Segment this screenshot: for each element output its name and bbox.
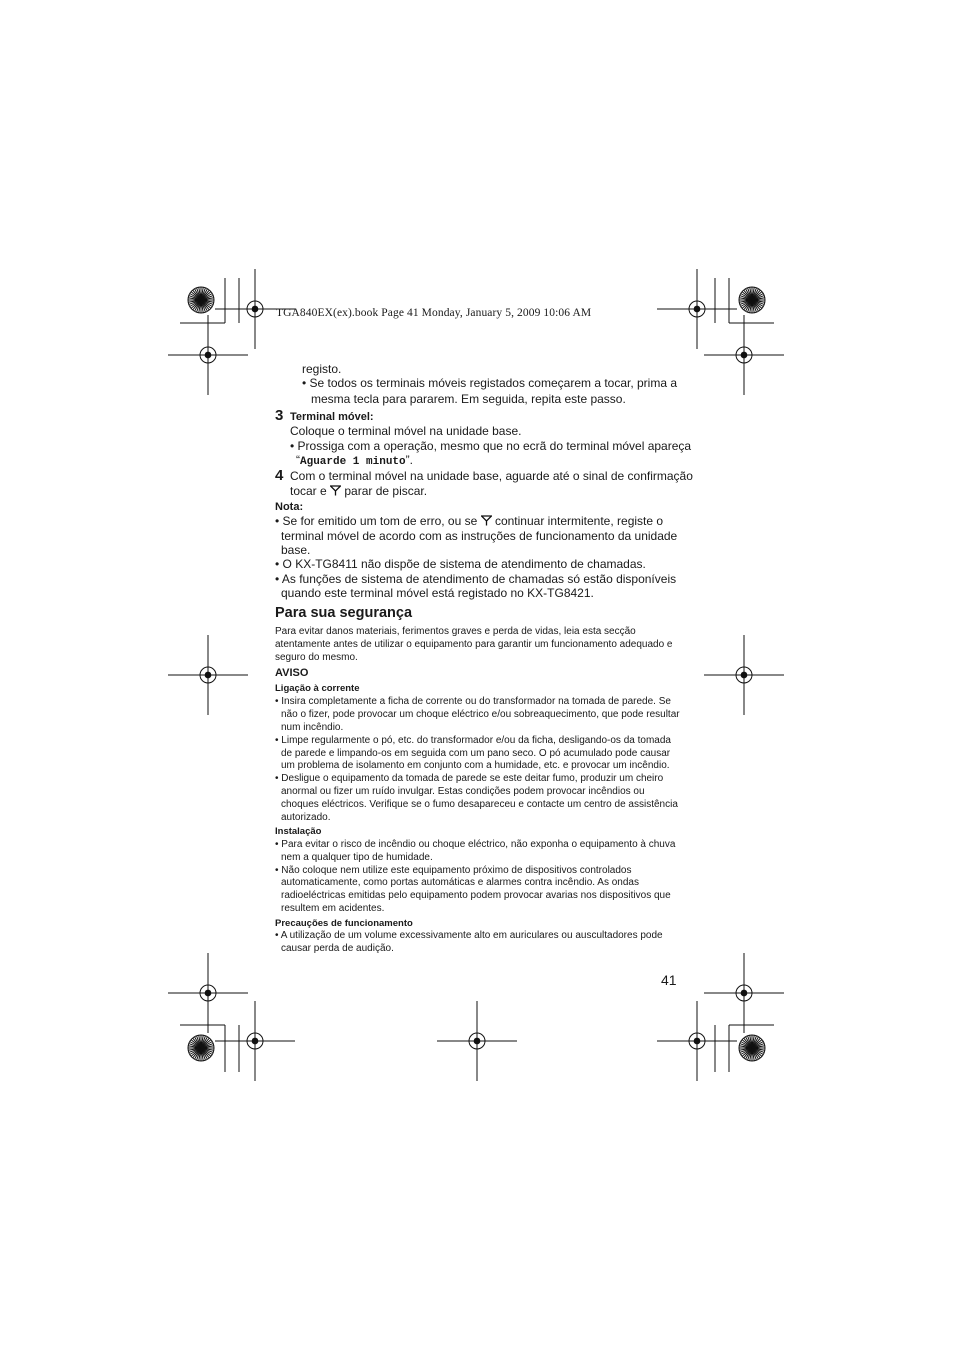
- antenna-icon: [481, 515, 492, 526]
- install-bullet-cont: automaticamente, como portas automáticas e alarmes contra incêndio. As ondas: [281, 877, 639, 888]
- power-bullet-cont: não o fizer, pode provocar um choque eléctrico e/ou sobreaquecimento, que pode resultar: [281, 709, 680, 720]
- continuation-bullet: • Se todos os terminais móveis registados começarem a tocar, prima a: [302, 376, 678, 390]
- install-bullet: • Não coloque nem utilize este equipamento próximo de dispositivos controlados: [275, 865, 632, 876]
- operation-bullet: • A utilização de um volume excessivamente alto em auriculares ou auscultadores pode: [275, 930, 663, 941]
- step-3-bullet-cont: “Aguarde 1 minuto”.: [296, 453, 413, 468]
- continuation-text: registo.: [302, 362, 342, 376]
- safety-intro: seguro do mesmo.: [275, 652, 358, 663]
- power-bullet-cont: anormal ou fizer um ruído invulgar. Estas condições podem provocar incêndios ou: [281, 786, 645, 797]
- step-number-3: 3: [275, 407, 284, 424]
- step-3-bullet: • Prossiga com a operação, mesmo que no ecrã do terminal móvel apareça: [290, 439, 692, 453]
- file-info-header: TGA840EX(ex).book Page 41 Monday, January 5, 2009 10:06 AM: [276, 307, 592, 319]
- note-title: Nota:: [275, 501, 304, 513]
- note-bullet-3: • As funções de sistema de atendimento de chamadas só estão disponíveis: [275, 572, 677, 586]
- section-title: Para sua segurança: [275, 605, 413, 621]
- power-bullet-cont: num incêndio.: [281, 722, 344, 733]
- note-bullet-1: • Se for emitido um tom de erro, ou se continuar intermitente, registe o: [275, 514, 664, 528]
- operation-bullet-cont: causar perda de audição.: [281, 943, 394, 954]
- warning-heading: AVISO: [275, 667, 309, 679]
- power-bullet-cont: um problema de isolamento em conjunto com a humidade, etc. e provocar um incêndio.: [281, 760, 670, 771]
- install-bullet-cont: nem a qualquer tipo de humidade.: [281, 852, 433, 863]
- operation-heading: Precauções de funcionamento: [275, 918, 413, 929]
- power-heading: Ligação à corrente: [275, 683, 360, 694]
- power-bullet: • Insira completamente a ficha de corrente ou do transformador na tomada de parede. Se: [275, 696, 671, 707]
- note-bullet-1-cont: base.: [281, 543, 311, 557]
- display-message: Aguarde 1 minuto: [300, 456, 406, 468]
- continuation-bullet-cont: mesma tecla para pararem. Em seguida, repita este passo.: [311, 392, 626, 406]
- safety-intro: atentamente antes de utilizar o equipamento para garantir um funcionamento adequado e: [275, 639, 673, 650]
- power-bullet-cont: de parede e limpando-os em seguida com um pano seco. O pó acumulado pode causar: [281, 748, 671, 759]
- power-bullet-cont: choques eléctricos. Verifique se o fumo desapareceu e contacte um centro de assistência: [281, 799, 678, 810]
- step-number-4: 4: [275, 467, 284, 484]
- power-bullet: • Limpe regularmente o pó, etc. do transformador e/ou da ficha, desligando-os da tomada: [275, 735, 671, 746]
- step-3-text: Coloque o terminal móvel na unidade base.: [290, 424, 522, 438]
- install-bullet-cont: resultem em acidentes.: [281, 903, 385, 914]
- page-number: 41: [661, 972, 677, 988]
- power-bullet: • Desligue o equipamento da tomada de parede se este deitar fumo, produzir um cheiro: [275, 773, 664, 784]
- step-4-text-cont: tocar e parar de piscar.: [290, 484, 428, 498]
- power-bullet-cont: autorizado.: [281, 812, 331, 823]
- note-bullet-2: • O KX-TG8411 não dispõe de sistema de atendimento de chamadas.: [275, 557, 646, 571]
- safety-intro: Para evitar danos materiais, ferimentos graves e perda de vidas, leia esta secção: [275, 626, 636, 637]
- step-3-title: Terminal móvel:: [290, 411, 374, 423]
- step-4-text: Com o terminal móvel na unidade base, aguarde até o sinal de confirmação: [290, 469, 693, 483]
- note-bullet-1-cont: terminal móvel de acordo com as instruções de funcionamento da unidade: [281, 529, 678, 543]
- install-bullet: • Para evitar o risco de incêndio ou choque eléctrico, não exponha o equipamento à chuva: [275, 839, 676, 850]
- note-bullet-3-cont: quando este terminal móvel está registado no KX-TG8421.: [281, 586, 594, 600]
- antenna-icon: [330, 485, 341, 496]
- install-heading: Instalação: [275, 826, 322, 837]
- install-bullet-cont: radioeléctricas emitidas pelo equipamento podem provocar avarias nos dispositivos que: [281, 890, 671, 901]
